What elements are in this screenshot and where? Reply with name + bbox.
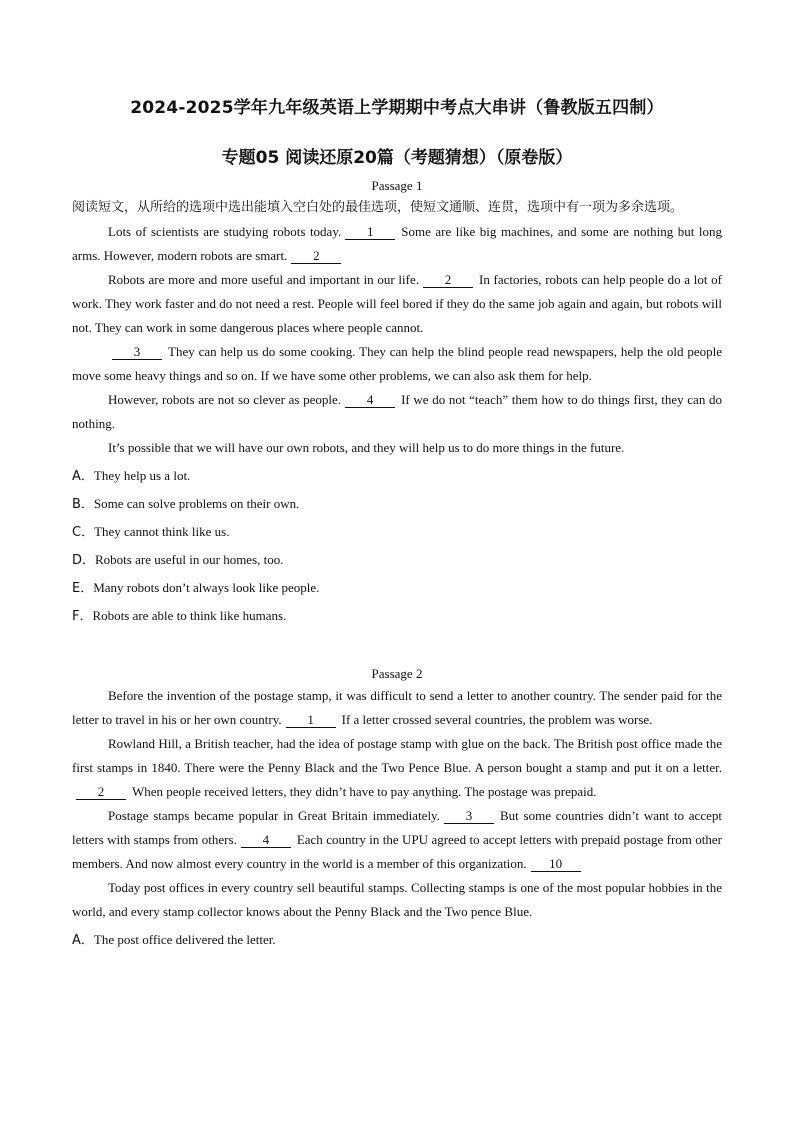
text-run: They can help us do some cooking. They can help the blind people read newspapers, help the old people move some heavy things and so on. If we have some other problems, we can also ask them for help. [72, 344, 722, 383]
text-run: However, robots are not so clever as people. [108, 392, 342, 407]
document-page [72, 96, 722, 954]
instructions: 阅读短文，从所给的选项中选出能填入空白处的最佳选项，使短文通顺、连贯，选项中有一项为多余选项。 [72, 200, 684, 215]
text-run: Before the invention of the postage stamp, it was difficult to send a letter to another country. The sender paid for the letter to travel in his or her own country. [72, 688, 722, 727]
option-letter: F． [72, 609, 93, 624]
text-run: Lots of scientists are studying robots today. [108, 224, 342, 239]
option-b [72, 490, 722, 518]
answer-blank-10: 10 [531, 856, 581, 872]
text-run: Postage stamps became popular in Great Britain immediately. [108, 808, 440, 823]
option-a [72, 926, 722, 954]
answer-blank-3: 3 [444, 808, 494, 824]
option-text: Robots are able to think like humans. [92, 608, 287, 623]
passage-1-paragraph-5: It’s possible that we will have our own robots, and they will help us to do more things in the future. [108, 440, 625, 455]
text-run: Some are like big machines, and some are nothing but long arms. However, modern robots are smart. [72, 224, 722, 263]
option-text: Robots are useful in our homes, too. [95, 552, 284, 567]
answer-blank-4: 4 [241, 832, 291, 848]
passage-1-paragraph-3 [72, 340, 722, 388]
text-run: But some countries didn’t want to accept letters with stamps from others. [72, 808, 722, 847]
option-d [72, 546, 722, 574]
passage-2-paragraph-3 [72, 804, 722, 876]
text-run: Each country in the UPU agreed to accept letters with prepaid postage from other members. And now almost every country in the world is a member of this organization. [72, 832, 723, 871]
passage-1 [72, 176, 722, 630]
option-letter: C． [72, 525, 95, 540]
answer-blank-2: 2 [423, 272, 473, 288]
answer-blank-1: 1 [345, 224, 395, 240]
answer-blank-2: 2 [291, 248, 341, 264]
passage-1-options [72, 462, 722, 630]
option-letter: B． [72, 497, 94, 512]
text-run: If a letter crossed several countries, the problem was worse. [341, 712, 653, 727]
option-letter: A． [72, 469, 94, 484]
option-text: Many robots don’t always look like people. [93, 580, 320, 595]
option-text: They cannot think like us. [94, 524, 230, 539]
document-title: 2024-2025学年九年级英语上学期期中考点大串讲（鲁教版五四制） [130, 98, 664, 118]
passage-2-paragraph-1 [72, 684, 722, 732]
spacer [72, 630, 722, 658]
answer-blank-2: 2 [76, 784, 126, 800]
passage-2 [72, 664, 722, 954]
option-c [72, 518, 722, 546]
passage-1-paragraph-2 [72, 268, 722, 340]
text-run: Robots are more and more useful and important in our life. [108, 272, 419, 287]
document-subtitle: 专题05 阅读还原20篇（考题猜想）（原卷版） [221, 148, 573, 168]
passage-2-options [72, 926, 722, 954]
text-run: In factories, robots can help people do a lot of work. They work faster and do not need a rest. People will feel bored if they do the same job again and again, but robots will not. They can work in some dangerous places where people cannot. [72, 272, 722, 335]
option-letter: E． [72, 581, 94, 596]
option-text: The post office delivered the letter. [93, 932, 276, 947]
option-text: They help us a lot. [93, 468, 191, 483]
answer-blank-1: 1 [286, 712, 336, 728]
passage-2-title: Passage 2 [371, 666, 423, 681]
text-run: If we do not “teach” them how to do things first, they can do nothing. [72, 392, 722, 431]
passage-1-paragraph-1 [72, 220, 722, 268]
option-f [72, 602, 722, 630]
text-run: When people received letters, they didn’t have to pay anything. The postage was prepaid. [132, 784, 597, 799]
answer-blank-3: 3 [112, 344, 162, 360]
passage-1-paragraph-4 [72, 388, 722, 436]
option-e [72, 574, 722, 602]
option-a [72, 462, 722, 490]
option-text: Some can solve problems on their own. [93, 496, 300, 511]
answer-blank-4: 4 [345, 392, 395, 408]
option-letter: A． [72, 933, 94, 948]
passage-2-paragraph-4: Today post offices in every country sell beautiful stamps. Collecting stamps is one of the most popular hobbies in the world, and every stamp collector knows about the Penny Black and the Two pence Blue. [72, 880, 722, 919]
option-letter: D． [72, 553, 96, 568]
passage-1-title: Passage 1 [371, 178, 423, 193]
passage-2-paragraph-2 [72, 732, 722, 804]
text-run: Rowland Hill, a British teacher, had the idea of postage stamp with glue on the back. The British post office made the first stamps in 1840. There were the Penny Black and the Two Pence Blue. A person bought a stamp and put it on a letter. [72, 736, 722, 775]
